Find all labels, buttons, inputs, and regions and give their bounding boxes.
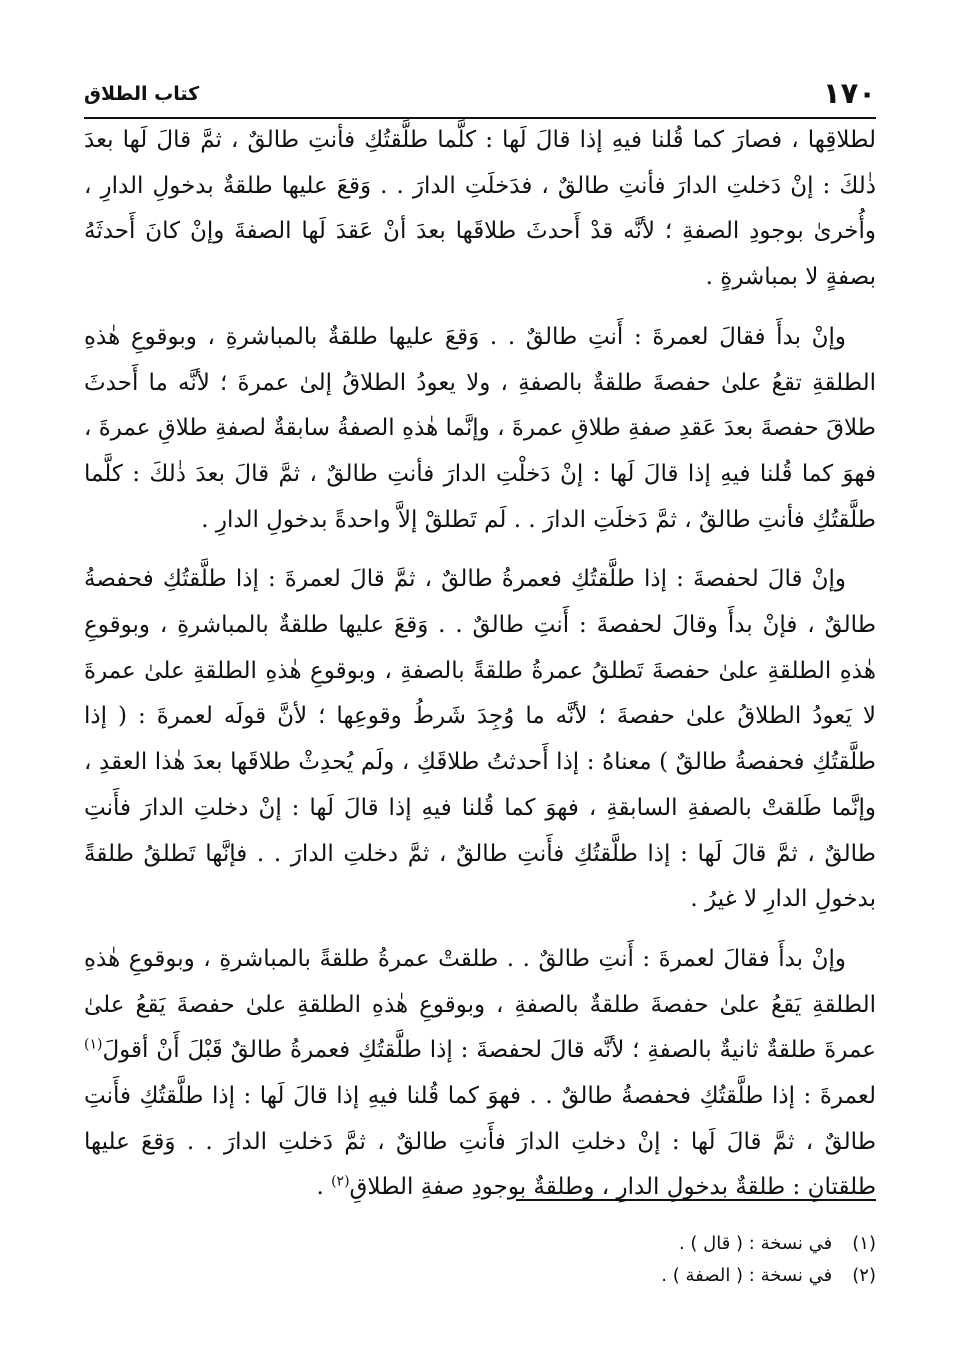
footnote-text: في نسخة : ( قال ) . (678, 1233, 833, 1254)
book-title: كتاب الطلاق (84, 83, 200, 105)
paragraph-4 (84, 937, 876, 1211)
paragraph-4-text-b: لعمرةَ : إذا طلَّقتُكِ فحفصةُ طالقٌ . . فهوَ كما قُلنا فيهِ إذا قالَ لَها : إذا طلَّقتُكِ فأَنتِ طالقٌ ، ثمَّ قالَ لَها : إنْ دخلتِ الدارَ فأَنتِ طالقٌ ، ثمَّ دَخلتِ الدارَ . . وَقعَ عليها طلقتانِ : طلقةٌ بدخولِ الدارِ ، وطلقةٌ بوجودِ صفةِ الطلاقِ (84, 1083, 876, 1201)
paragraph-4-text-a: وإنْ بدأَ فقالَ لعمرةَ : أَنتِ طالقٌ . . طلقتْ عمرةُ طلقةً بالمباشرةِ ، وبوقوعِ هٰذهِ الطلقةِ يَقعُ علىٰ حفصةَ طلقةٌ بالصفةِ ، وبوقوعِ هٰذهِ الطلقةِ علىٰ حفصةَ يَقعُ علىٰ عمرةَ طلقةٌ ثانيةٌ بالصفةِ ؛ لأنَّه قالَ لحفصةَ : إذا طلَّقتُكِ فعمرةُ طالقٌ قَبْلَ أَنْ أقولَ (84, 945, 876, 1064)
page-number: ١٧٠ (822, 76, 876, 110)
footnote-ref-2: (٢) (331, 1173, 350, 1190)
footnote-2 (84, 1260, 876, 1292)
footnote-1 (84, 1228, 876, 1260)
main-text (84, 118, 876, 1211)
footnote-number: (١) (852, 1233, 876, 1254)
running-header (84, 76, 876, 116)
footnote-divider (516, 1199, 876, 1201)
paragraph-3: وإنْ قالَ لحفصةَ : إذا طلَّقتُكِ فعمرةُ طالقٌ ، ثمَّ قالَ لعمرةَ : إذا طلَّقتُكِ فحفصةُ طالقٌ ، فإنْ بدأَ وقالَ لحفصةَ : أَنتِ طالقٌ . . وَقعَ عليها طلقةٌ بالمباشرةِ ، وبوقوعِ هٰذهِ الطلقةِ علىٰ حفصةَ تَطلقُ عمرةُ طلقةً بالصفةِ ، وبوقوعِ هٰذهِ الطلقةِ علىٰ عمرةَ لا يَعودُ الطلاقُ علىٰ حفصةَ ؛ لأنَّه ما وُجِدَ شَرطُ وقوعِها ؛ لأنَّ قولَه لعمرةَ : ( إذا طلَّقتُكِ فحفصةُ طالقٌ ) معناهُ : إذا أَحدثتُ طلاقَكِ ، ولَم يُحدِثْ طلاقَها بعدَ هٰذا العقدِ ، وإنَّما طَلقتْ بالصفةِ السابقةِ ، فهوَ كما قُلنا فيهِ إذا قالَ لَها : إنْ دخلتِ الدارَ فأَنتِ طالقٌ ، ثمَّ قالَ لَها : إذا طلَّقتُكِ فأَنتِ طالقٌ ، ثمَّ دخلتِ الدارَ . . فإنَّها تَطلقُ طلقةً بدخولِ الدارِ لا غيرُ . (84, 566, 876, 913)
footnotes (84, 1228, 876, 1292)
paragraph-4-text-c: . (316, 1174, 332, 1201)
footnote-text: في نسخة : ( الصفة ) . (661, 1265, 833, 1286)
footnote-number: (٢) (852, 1265, 876, 1286)
footnote-ref-1: (١) (84, 1036, 103, 1053)
paragraph-2: وإنْ بدأَ فقالَ لعمرةَ : أَنتِ طالقٌ . . وَقعَ عليها طلقةٌ بالمباشرةِ ، وبوقوعِ هٰذهِ الطلقةِ تقعُ علىٰ حفصةَ طلقةٌ بالصفةِ ، ولا يعودُ الطلاقُ إلىٰ عمرةَ ؛ لأنَّه ما أَحدثَ طلاقَ حفصةَ بعدَ عَقدِ صفةِ طلاقِ عمرةَ ، وإنَّما هٰذهِ الصفةُ سابقةٌ لصفةِ طلاقِ عمرةَ ، فهوَ كما قُلنا فيهِ إذا قالَ لَها : إنْ دَخلْتِ الدارَ فأنتِ طالقٌ ، ثمَّ قالَ بعدَ ذٰلكَ : كلَّما طلَّقتُكِ فأنتِ طالقٌ ، ثمَّ دَخلَتِ الدارَ . . لَم تَطلقْ إلاَّ واحدةً بدخولِ الدارِ . (84, 323, 876, 533)
paragraph-1: لطلاقِها ، فصارَ كما قُلنا فيهِ إذا قالَ لَها : كلَّما طلَّقتُكِ فأنتِ طالقٌ ، ثمَّ قالَ لَها بعدَ ذٰلكَ : إنْ دَخلتِ الدارَ فأنتِ طالقٌ ، فدَخلَتِ الدارَ . . وَقعَ عليها طلقةٌ بدخولِ الدارِ ، وأُخرىٰ بوجودِ الصفةِ ؛ لأنَّه قدْ أَحدثَ طلاقَها بعدَ أنْ عَقدَ لَها الصفةَ وإنْ كانَ أَحدثَهُ بصفةٍ لا بمباشرةٍ . (84, 127, 876, 291)
